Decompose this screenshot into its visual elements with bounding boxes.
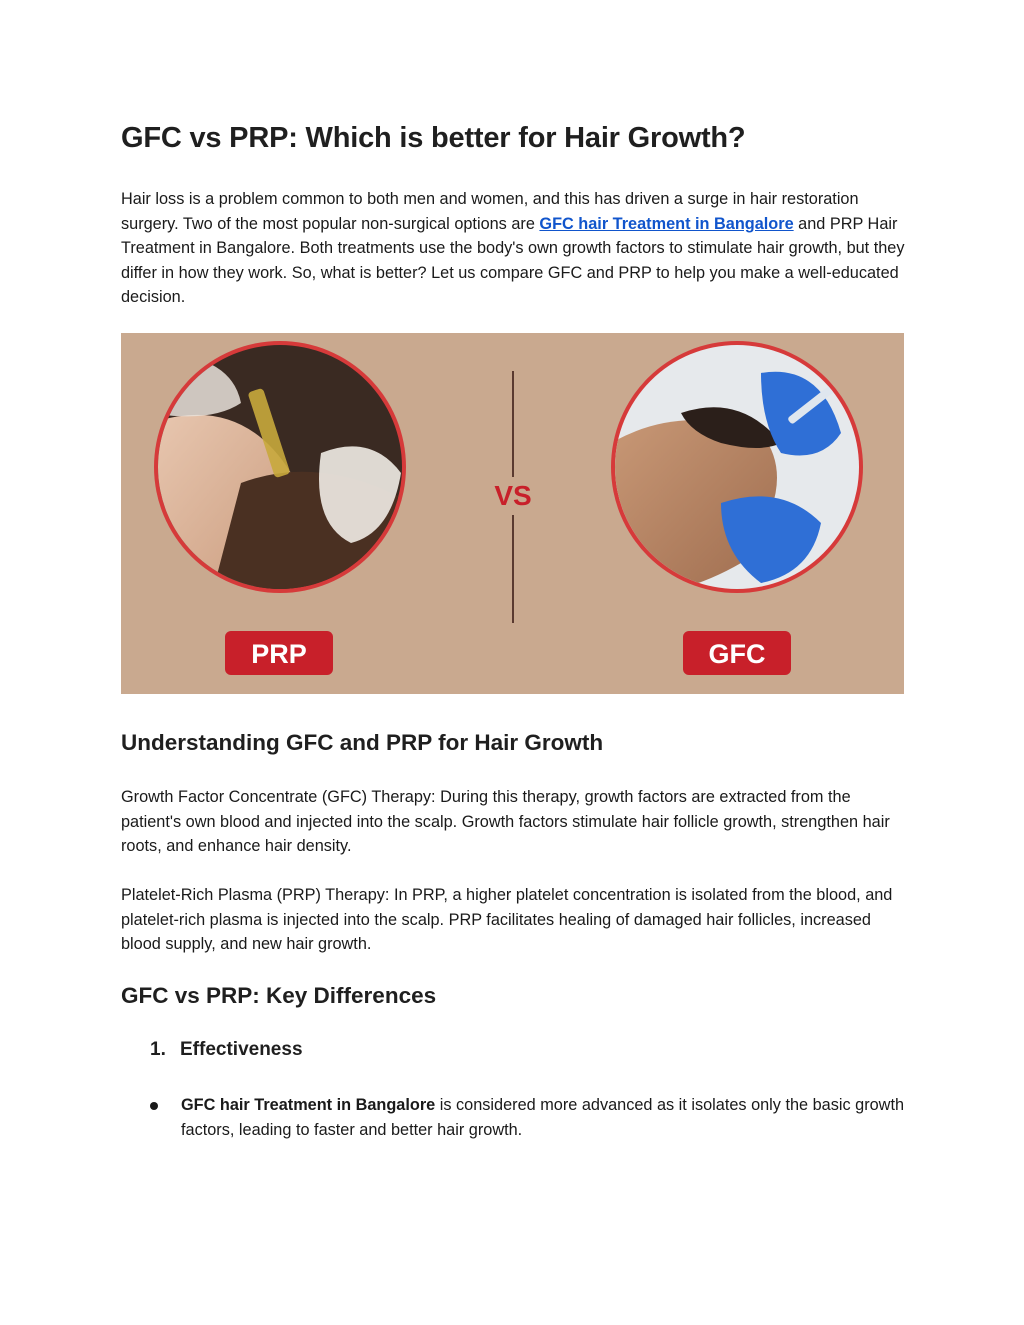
gfc-treatment-link[interactable]: GFC hair Treatment in Bangalore xyxy=(539,214,794,233)
prp-therapy-paragraph: Platelet-Rich Plasma (PRP) Therapy: In PRP, a higher platelet concentration is isolated from the blood, and platelet-rich plasma is injected into the scalp. PRP facilitates healing of damaged hair follicles, increased blood supply, and new hair growth. xyxy=(121,886,893,953)
list-number: 1. xyxy=(150,1039,166,1060)
intro-paragraph xyxy=(121,187,905,310)
prp-label: PRP xyxy=(251,639,307,669)
bullet-icon xyxy=(150,1102,158,1110)
numbered-list-item xyxy=(150,1039,303,1061)
intro-text-after: and PRP Hair Treatment in Bangalore. Both treatments use the body's own growth factors to stimulate hair growth, but they differ in how they work. So, what is better? Let us compare GFC and PRP to help you make a well-educated decision. xyxy=(121,214,905,306)
bullet-list-item xyxy=(150,1093,905,1142)
list-item-label: Effectiveness xyxy=(180,1039,303,1060)
bullet-bold-text: GFC hair Treatment in Bangalore xyxy=(181,1096,436,1114)
gfc-label: GFC xyxy=(708,639,766,669)
page-title: GFC vs PRP: Which is better for Hair Growth? xyxy=(121,122,746,154)
gfc-therapy-paragraph: Growth Factor Concentrate (GFC) Therapy: During this therapy, growth factors are extracted from the patient's own blood and injected into the scalp. Growth factors stimulate hair follicle growth, strengthen hair roots, and enhance hair density. xyxy=(121,788,890,855)
vs-label: VS xyxy=(494,480,532,511)
prp-vs-gfc-image xyxy=(121,333,904,694)
section-heading-understanding: Understanding GFC and PRP for Hair Growth xyxy=(121,730,604,755)
intro-text-before: Hair loss is a problem common to both men and women, and this has driven a surge in hair restoration surgery. Two of the most popular non-surgical options are xyxy=(121,190,859,233)
section-heading-key-differences: GFC vs PRP: Key Differences xyxy=(121,983,437,1008)
bullet-text: is considered more advanced as it isolates only the basic growth factors, leading to faster and better hair growth. xyxy=(181,1096,905,1139)
